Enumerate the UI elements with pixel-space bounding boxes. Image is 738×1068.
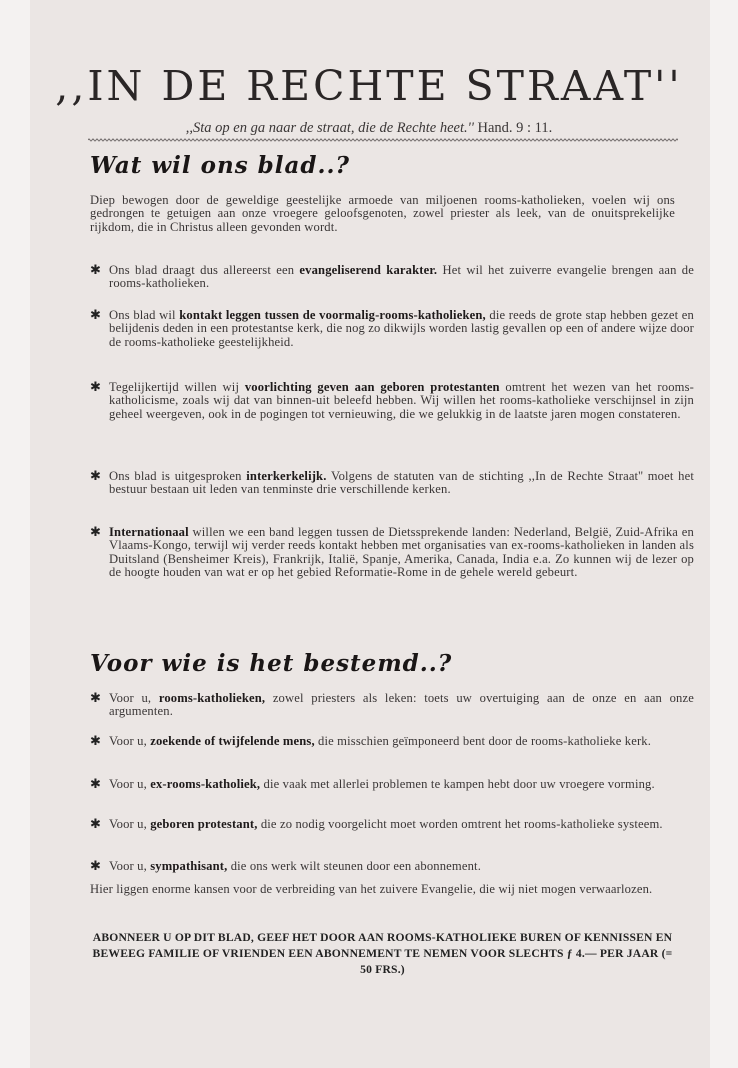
text-segment: die zo nodig voorgelicht moet worden omtrent het rooms-katholieke systeem. bbox=[257, 817, 663, 831]
asterisk-star-icon: ✱ bbox=[90, 816, 102, 831]
text-segment: Voor u, bbox=[109, 734, 151, 748]
bullet-item bbox=[90, 735, 694, 748]
bullet-item bbox=[90, 381, 694, 421]
asterisk-star-icon: ✱ bbox=[90, 858, 102, 873]
text-segment: die ons werk wilt steunen door een abonnement. bbox=[227, 859, 482, 873]
bold-phrase: geboren protestant, bbox=[150, 817, 258, 831]
text-segment: Ons blad draagt dus allereerst een bbox=[109, 263, 300, 277]
text-segment: Volgens de statuten van de stichting ,,In de Rechte Straat'' moet het bestuur bestaan uit leden van tenminste drie verschillende kerken. bbox=[109, 469, 694, 497]
bold-phrase: rooms-katholieken, bbox=[158, 691, 266, 705]
text-segment: omtrent het wezen van het rooms-katholicisme, zoals wij dat van binnen-uit beleefd hebben. Wij willen het rooms-katholieke verschijnsel in zijn geheel weergeven, ook in de pogingen tot vernieuwing, die we gelukkig in de laatste jaren mogen constateren. bbox=[109, 380, 694, 421]
bold-phrase: evangeliserend karakter. bbox=[299, 263, 438, 277]
bullet-item bbox=[90, 860, 694, 873]
text-segment: Voor u, bbox=[109, 817, 151, 831]
quote-reference: Hand. 9 : 11. bbox=[477, 120, 553, 136]
bold-phrase: voorlichting geven aan geboren protestanten bbox=[244, 380, 500, 394]
asterisk-star-icon: ✱ bbox=[90, 524, 102, 539]
asterisk-star-icon: ✱ bbox=[90, 776, 102, 791]
asterisk-star-icon: ✱ bbox=[90, 690, 102, 705]
page-title: ,,IN DE RECHTE STRAAT'' bbox=[55, 62, 683, 110]
wavy-divider bbox=[88, 137, 678, 143]
text-segment: Voor u, bbox=[109, 859, 151, 873]
bold-phrase: ex-rooms-katholiek, bbox=[150, 777, 261, 791]
text-segment: zowel priesters als leken: toets uw overtuiging aan de onze en aan onze argumenten. bbox=[109, 691, 694, 719]
text-segment: Voor u, bbox=[109, 691, 159, 705]
subscription-call-to-action: ABONNEER U OP DIT BLAD, GEEF HET DOOR AAN ROOMS-KATHOLIEKE BUREN OF KENNISSEN EN BEWEEG FAMILIE OF VRIENDEN EEN ABONNEMENT TE NEMEN VOOR SLECHTS ƒ 4.— PER JAAR (= 50 FRS.) bbox=[92, 931, 673, 976]
asterisk-star-icon: ✱ bbox=[90, 307, 102, 322]
bold-phrase: zoekende of twijfelende mens, bbox=[150, 734, 315, 748]
text-segment: Ons blad is uitgesproken bbox=[109, 469, 247, 483]
intro-paragraph: Diep bewogen door de geweldige geestelijke armoede van miljoenen rooms-katholieken, voelen wij ons gedrongen te getuigen aan onze vroegere geloofsgenoten, zowel priester als leek, van de onuitsprekelijke rijkdom, die in Christus alleen gevonden wordt. bbox=[90, 193, 675, 234]
bullet-item bbox=[90, 526, 694, 580]
text-segment: Ons blad wil bbox=[109, 308, 180, 322]
bullet-item bbox=[90, 309, 694, 349]
section-heading-what: Wat wil ons blad..? bbox=[90, 152, 350, 179]
text-segment: die vaak met allerlei problemen te kampen hebt door uw vroegere vorming. bbox=[260, 777, 655, 791]
bullet-item bbox=[90, 470, 694, 497]
bullet-item bbox=[90, 692, 694, 719]
bullet-item bbox=[90, 264, 694, 291]
text-segment: die reeds de grote stap hebben gezet en belijdenis deden in een protestantse kerk, die nog zo dikwijls worden lastig gevallen op een of andere wijze door de rooms-katholieke geestelijkheid. bbox=[109, 308, 694, 349]
asterisk-star-icon: ✱ bbox=[90, 733, 102, 748]
text-segment: Tegelijkertijd willen wij bbox=[109, 380, 245, 394]
bullet-item bbox=[90, 778, 694, 791]
asterisk-star-icon: ✱ bbox=[90, 468, 102, 483]
bold-phrase: kontakt leggen tussen de voormalig-rooms-katholieken, bbox=[179, 308, 486, 322]
text-segment: die misschien geïmponeerd bent door de rooms-katholieke kerk. bbox=[314, 734, 652, 748]
asterisk-star-icon: ✱ bbox=[90, 379, 102, 394]
text-segment: Het wil het zuiverre evangelie brengen aan de rooms-katholieken. bbox=[109, 263, 694, 291]
subtitle-quote bbox=[0, 120, 738, 137]
section-heading-for-whom: Voor wie is het bestemd..? bbox=[90, 650, 453, 677]
closing-paragraph: Hier liggen enorme kansen voor de verbreiding van het zuivere Evangelie, die wij niet mogen verwaarlozen. bbox=[90, 882, 653, 896]
text-segment: willen we een band leggen tussen de Dietssprekende landen: Nederland, België, Zuid-Afrika en Vlaams-Kongo, terwijl wij verder reeds kontakt hebben met organisaties van ex-rooms-katholieken in landen als Duitsland (Bensheimer Kreis), Frankrijk, Italië, Spanje, Amerika, Canada, India e.a. Zo kunnen wij de lezer op de hoogte houden van wat er op het gebied Reformatie-Rome in de gehele wereld gebeurt. bbox=[109, 525, 694, 580]
bold-phrase: Internationaal bbox=[109, 525, 189, 539]
bold-phrase: sympathisant, bbox=[150, 859, 228, 873]
text-segment: Voor u, bbox=[109, 777, 151, 791]
asterisk-star-icon: ✱ bbox=[90, 262, 102, 277]
bold-phrase: interkerkelijk. bbox=[246, 469, 327, 483]
quote-text: ,,Sta op en ga naar de straat, die de Rechte heet.'' bbox=[185, 120, 474, 136]
bullet-item bbox=[90, 818, 694, 831]
